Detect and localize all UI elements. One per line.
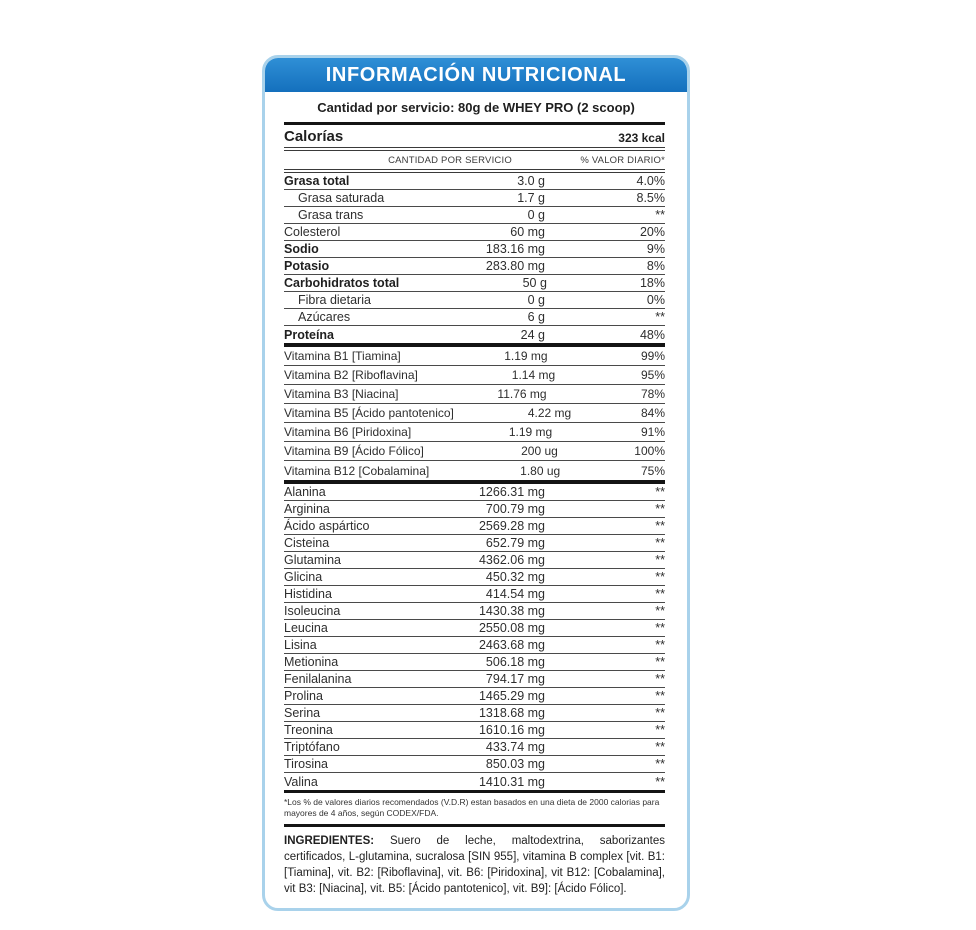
ingredients-label: INGREDIENTES: <box>284 835 375 848</box>
nutrient-name: Fibra dietaria <box>298 293 371 307</box>
nutrient-name: Serina <box>284 706 321 720</box>
nutrient-name: Prolina <box>284 689 323 703</box>
nutrient-name: Grasa saturada <box>298 191 385 205</box>
nutrient-daily-value: ** <box>655 519 665 533</box>
table-row <box>284 347 665 366</box>
table-row <box>284 705 665 722</box>
nutrient-amount: 1318.68 mg <box>478 706 545 720</box>
nutrient-daily-value: ** <box>655 485 665 499</box>
nutrient-amount: 1266.31 mg <box>478 485 545 499</box>
nutrient-amount: 1430.38 mg <box>478 604 545 618</box>
panel-title: INFORMACIÓN NUTRICIONAL <box>325 63 627 86</box>
table-row <box>284 385 665 404</box>
table-row <box>284 518 665 535</box>
nutrient-daily-value: 20% <box>639 225 665 239</box>
nutrient-daily-value: 100% <box>634 444 665 458</box>
nutrient-amount: 4.22 mg <box>527 406 572 420</box>
calories-value: 323 kcal <box>618 131 665 145</box>
nutrient-daily-value: 8% <box>646 259 665 273</box>
nutrient-amount: 0 g <box>527 208 545 222</box>
macronutrients-table <box>284 173 665 343</box>
nutrient-daily-value: ** <box>655 553 665 567</box>
title-bar <box>265 58 687 92</box>
table-row <box>284 423 665 442</box>
nutrient-name: Glicina <box>284 570 323 584</box>
table-row <box>284 739 665 756</box>
nutrient-name: Treonina <box>284 723 333 737</box>
table-row <box>284 620 665 637</box>
nutrient-daily-value: 99% <box>640 349 665 363</box>
table-row <box>284 501 665 518</box>
table-row <box>284 756 665 773</box>
nutrient-amount: 183.16 mg <box>485 242 545 256</box>
column-header-daily-value: % VALOR DIARIO* <box>580 155 665 166</box>
nutrient-name: Leucina <box>284 621 328 635</box>
table-row <box>284 224 665 241</box>
ingredients-text: Suero de leche, maltodextrina, saborizantes certificados, L-glutamina, sucralosa [SIN 955], vitamina B complex [vit. B1: [Tiamina], vit. B2: [Riboflavina], vit. B6: [Piridoxina], vit B12: [Cobalamina], vit B3: [Niacina], vit. B5: [Ácido pantotenico], vit. B9]: [Ácido Fólico]. <box>284 835 665 895</box>
nutrient-amount: 450.32 mg <box>485 570 545 584</box>
nutrient-name: Proteína <box>284 327 335 342</box>
nutrient-name: Carbohidratos total <box>284 276 400 290</box>
nutrient-amount: 0 g <box>527 293 545 307</box>
table-row <box>284 773 665 790</box>
nutrient-name: Colesterol <box>284 225 341 239</box>
nutrient-amount: 200 ug <box>521 444 558 458</box>
nutrient-daily-value: 9% <box>646 242 665 256</box>
nutrient-daily-value: 75% <box>640 463 665 478</box>
table-row <box>284 637 665 654</box>
nutrient-amount: 1.19 mg <box>504 349 548 363</box>
table-row <box>284 366 665 385</box>
nutrient-amount: 283.80 mg <box>485 259 545 273</box>
nutrient-daily-value: 48% <box>639 327 665 342</box>
nutrient-amount: 6 g <box>527 310 545 324</box>
amino-acids-table <box>284 484 665 790</box>
nutrient-daily-value: 95% <box>640 368 665 382</box>
nutrient-name: Histidina <box>284 587 332 601</box>
nutrient-amount: 1610.16 mg <box>478 723 545 737</box>
nutrient-name: Isoleucina <box>284 604 341 618</box>
table-content <box>265 122 687 908</box>
nutrient-name: Vitamina B2 [Riboflavina] <box>284 368 418 382</box>
nutrient-name: Fenilalanina <box>284 672 352 686</box>
nutrient-amount: 1.80 ug <box>520 463 561 478</box>
table-row <box>284 552 665 569</box>
table-row <box>284 654 665 671</box>
table-row <box>284 404 665 423</box>
table-row <box>284 207 665 224</box>
nutrient-name: Vitamina B5 [Ácido pantotenico] <box>284 406 454 420</box>
table-row <box>284 275 665 292</box>
nutrient-daily-value: ** <box>655 757 665 771</box>
nutrient-daily-value: ** <box>655 774 665 789</box>
column-headers <box>284 151 665 169</box>
table-row <box>284 241 665 258</box>
nutrient-daily-value: ** <box>655 689 665 703</box>
nutrient-daily-value: ** <box>655 655 665 669</box>
nutrient-name: Valina <box>284 774 318 789</box>
table-row <box>284 326 665 343</box>
nutrient-daily-value: ** <box>655 706 665 720</box>
nutrient-daily-value: 78% <box>640 387 665 401</box>
nutrient-daily-value: ** <box>655 723 665 737</box>
nutrient-name: Ácido aspártico <box>284 519 370 533</box>
table-row <box>284 688 665 705</box>
nutrient-daily-value: ** <box>655 587 665 601</box>
nutrient-name: Triptófano <box>284 740 340 754</box>
nutrient-amount: 1.14 mg <box>511 368 556 382</box>
nutrient-amount: 794.17 mg <box>485 672 545 686</box>
nutrient-daily-value: ** <box>655 570 665 584</box>
nutrient-name: Vitamina B12 [Cobalamina] <box>284 463 430 478</box>
nutrient-name: Grasa total <box>284 174 350 188</box>
nutrient-daily-value: ** <box>655 621 665 635</box>
table-row <box>284 535 665 552</box>
table-row <box>284 173 665 190</box>
nutrient-amount: 11.76 mg <box>497 387 547 401</box>
nutrient-amount: 506.18 mg <box>485 655 545 669</box>
nutrient-amount: 2463.68 mg <box>478 638 545 652</box>
nutrient-daily-value: 91% <box>640 425 665 439</box>
nutrient-amount: 700.79 mg <box>485 502 545 516</box>
nutrition-facts-panel <box>262 55 690 911</box>
table-row <box>284 190 665 207</box>
nutrient-amount: 50 g <box>522 276 547 290</box>
nutrient-name: Vitamina B6 [Piridoxina] <box>284 425 412 439</box>
table-row <box>284 603 665 620</box>
table-row <box>284 569 665 586</box>
nutrient-amount: 1.7 g <box>517 191 545 205</box>
nutrient-daily-value: ** <box>655 638 665 652</box>
nutrient-amount: 3.0 g <box>517 174 545 188</box>
nutrient-amount: 2550.08 mg <box>478 621 545 635</box>
table-row <box>284 461 665 480</box>
calories-label: Calorías <box>284 128 344 145</box>
nutrient-name: Tirosina <box>284 757 328 771</box>
nutrient-daily-value: 4.0% <box>636 174 665 188</box>
table-row <box>284 292 665 309</box>
nutrient-name: Azúcares <box>298 310 351 324</box>
nutrient-amount: 60 mg <box>510 225 545 239</box>
nutrient-amount: 1.19 mg <box>508 425 553 439</box>
nutrient-daily-value: ** <box>655 502 665 516</box>
serving-size-line: Cantidad por servicio: 80g de WHEY PRO (2 scoop) <box>317 100 635 115</box>
table-row <box>284 309 665 326</box>
nutrient-amount: 2569.28 mg <box>478 519 545 533</box>
nutrient-amount: 24 g <box>520 327 545 342</box>
vitamins-table <box>284 347 665 480</box>
table-row <box>284 442 665 461</box>
nutrient-daily-value: ** <box>655 672 665 686</box>
ingredients-paragraph <box>284 827 665 907</box>
nutrient-name: Arginina <box>284 502 330 516</box>
nutrient-name: Glutamina <box>284 553 341 567</box>
nutrient-name: Vitamina B3 [Niacina] <box>284 387 399 401</box>
nutrient-daily-value: 18% <box>639 276 665 290</box>
nutrient-daily-value: ** <box>655 310 665 324</box>
nutrient-daily-value: 84% <box>640 406 665 420</box>
nutrient-daily-value: ** <box>655 740 665 754</box>
nutrient-amount: 433.74 mg <box>485 740 545 754</box>
column-header-amount: CANTIDAD POR SERVICIO <box>388 155 512 166</box>
nutrient-daily-value: 0% <box>646 293 665 307</box>
table-row <box>284 258 665 275</box>
nutrient-daily-value: ** <box>655 604 665 618</box>
nutrient-name: Grasa trans <box>298 208 364 222</box>
nutrient-name: Metionina <box>284 655 339 669</box>
table-row <box>284 722 665 739</box>
nutrient-name: Cisteina <box>284 536 330 550</box>
nutrient-name: Vitamina B1 [Tiamina] <box>284 349 401 363</box>
table-row <box>284 671 665 688</box>
daily-value-footnote: *Los % de valores diarios recomendados (V.D.R) estan basados en una dieta de 2000 calorias para mayores de 4 años, según CODEX/FDA. <box>284 797 660 819</box>
nutrient-name: Lisina <box>284 638 317 652</box>
nutrient-amount: 850.03 mg <box>485 757 545 771</box>
table-row <box>284 484 665 501</box>
nutrient-daily-value: ** <box>655 536 665 550</box>
nutrient-name: Alanina <box>284 485 326 499</box>
nutrient-amount: 1465.29 mg <box>478 689 545 703</box>
nutrient-amount: 4362.06 mg <box>478 553 545 567</box>
nutrient-name: Sodio <box>284 242 319 256</box>
nutrient-name: Vitamina B9 [Ácido Fólico] <box>284 444 424 458</box>
nutrient-daily-value: 8.5% <box>636 191 665 205</box>
nutrient-daily-value: ** <box>655 208 665 222</box>
nutrient-amount: 1410.31 mg <box>478 774 545 789</box>
nutrient-name: Potasio <box>284 259 330 273</box>
table-row <box>284 586 665 603</box>
nutrient-amount: 652.79 mg <box>485 536 545 550</box>
nutrient-amount: 414.54 mg <box>485 587 545 601</box>
calories-row <box>284 125 665 147</box>
